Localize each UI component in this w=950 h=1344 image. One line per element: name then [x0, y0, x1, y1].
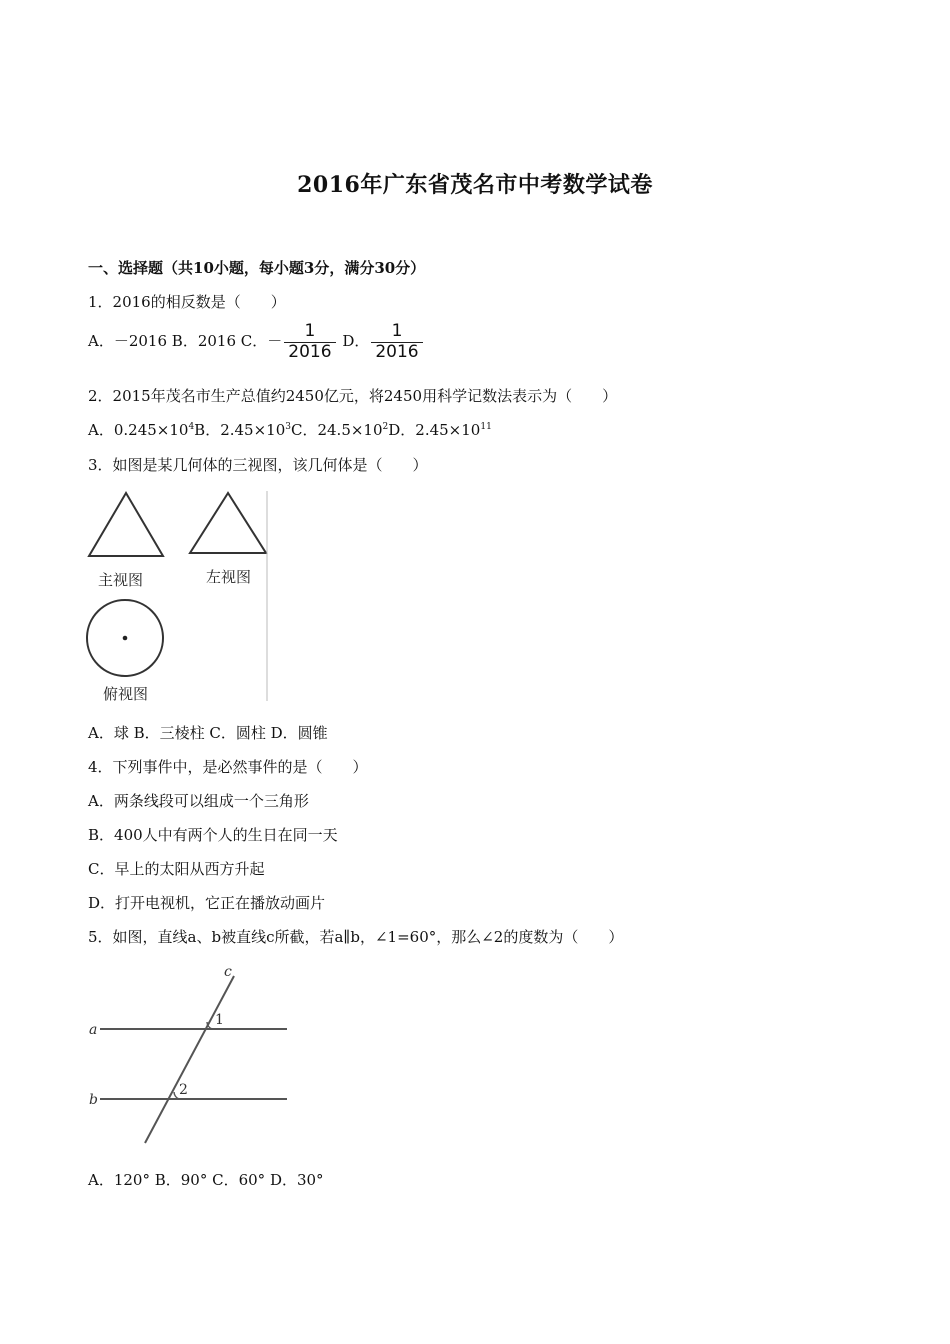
fraction-numerator: 1 — [371, 322, 422, 343]
fraction-denominator: 2016 — [375, 341, 419, 362]
q1-option-b: B．2016 — [171, 332, 236, 351]
fraction-numerator: 1 — [284, 322, 335, 343]
q4-option-a: A．两条线段可以组成一个三角形 — [88, 792, 309, 810]
question-1-options — [88, 322, 425, 362]
question-5-options: A．120° B．90° C．60° D．30° — [88, 1171, 324, 1189]
page-title: 2016年广东省茂名市中考数学试卷 — [297, 172, 653, 198]
label-angle-1: 1 — [215, 1012, 224, 1028]
q1-option-c-prefix: C．－ — [240, 332, 283, 351]
label-a: a — [89, 1022, 98, 1038]
top-view-center-dot — [123, 636, 128, 641]
q1-option-d-prefix: D． — [342, 332, 370, 351]
label-b: b — [89, 1092, 98, 1108]
parallel-lines-figure — [80, 962, 295, 1147]
q2-option-c-exponent: 2 — [382, 422, 389, 432]
q2-option-b-exponent: 3 — [285, 422, 291, 432]
line-c — [145, 976, 234, 1143]
front-view-label: 主视图 — [98, 571, 144, 589]
label-c: c — [224, 964, 232, 980]
q4-option-d: D．打开电视机，它正在播放动画片 — [88, 894, 326, 912]
section-heading: 一、选择题（共10小题，每小题3分，满分30分） — [88, 259, 426, 277]
question-2-stem: 2．2015年茂名市生产总值约2450亿元，将2450用科学记数法表示为（ ） — [88, 387, 618, 405]
front-view-triangle — [89, 493, 163, 556]
q2-option-c: C．24.5×10 — [290, 421, 383, 439]
question-3-stem: 3．如图是某几何体的三视图，该几何体是（ ） — [88, 456, 428, 474]
q4-option-c: C．早上的太阳从西方升起 — [88, 860, 265, 878]
question-4-stem: 4．下列事件中，是必然事件的是（ ） — [88, 758, 368, 776]
top-view-label: 俯视图 — [103, 685, 149, 703]
question-3-options: A．球 B．三棱柱 C．圆柱 D．圆锥 — [88, 724, 328, 742]
q2-option-d: D．2.45×10 — [388, 421, 481, 439]
three-views-figure — [80, 486, 275, 704]
q2-option-a: A．0.245×10 — [88, 421, 189, 439]
q2-option-d-exponent: 11 — [480, 422, 492, 432]
question-5-stem: 5．如图，直线a、b被直线c所截，若a∥b，∠1=60°，那么∠2的度数为（ ） — [88, 928, 624, 946]
side-view-triangle — [190, 493, 266, 553]
label-angle-2: 2 — [179, 1082, 188, 1098]
q2-option-a-exponent: 4 — [188, 422, 195, 432]
q1-option-a: A．－2016 — [88, 332, 168, 351]
question-2-options — [88, 419, 492, 440]
question-1-stem: 1．2016的相反数是（ ） — [88, 293, 286, 311]
fraction-denominator: 2016 — [288, 341, 332, 362]
q2-option-b: B．2.45×10 — [194, 421, 286, 439]
q4-option-b: B．400人中有两个人的生日在同一天 — [88, 826, 338, 844]
side-view-label: 左视图 — [206, 568, 252, 586]
q1-fraction-d — [371, 322, 422, 362]
q1-fraction-c — [284, 322, 335, 362]
